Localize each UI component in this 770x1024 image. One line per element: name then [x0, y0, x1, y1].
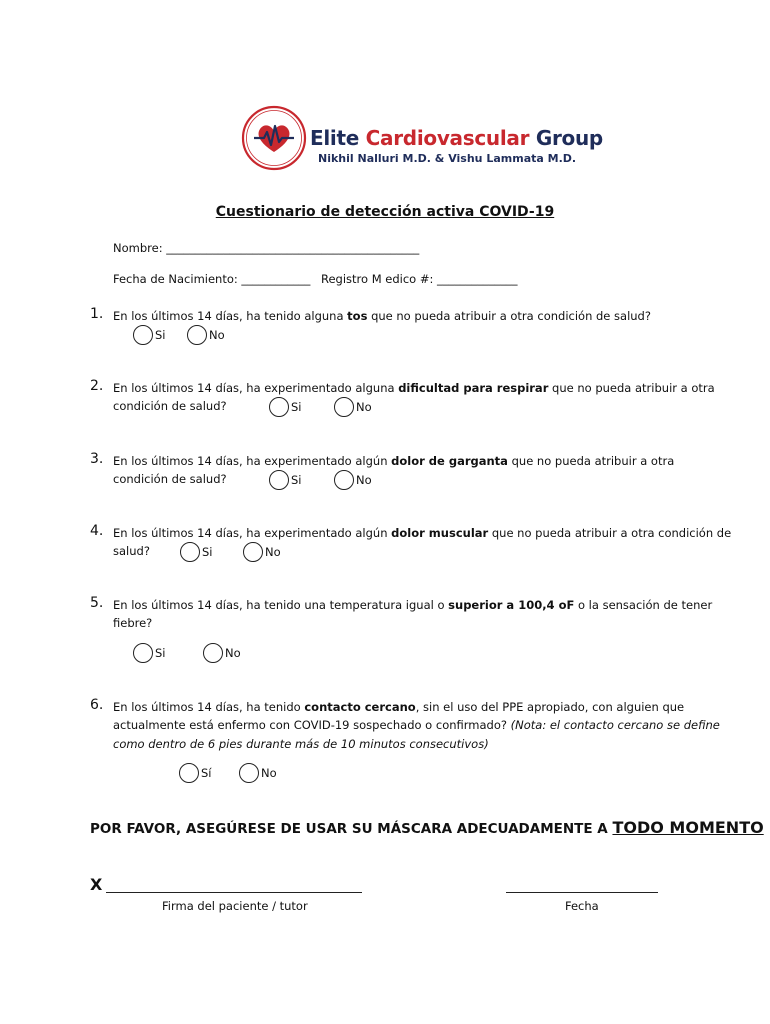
radio-circle-icon[interactable] — [187, 325, 207, 345]
question-number: 4. — [90, 523, 104, 539]
signature-x-mark: X — [90, 875, 103, 894]
practice-logo — [240, 104, 603, 174]
name-field[interactable]: Nombre: ____________________________________________ — [113, 241, 420, 255]
radio-circle-icon[interactable] — [269, 397, 289, 417]
radio-circle-icon[interactable] — [179, 763, 199, 783]
question-4-yes-option[interactable]: Si — [180, 541, 213, 563]
question-6-yes-option[interactable]: Sí — [179, 762, 212, 784]
question-number: 5. — [90, 595, 104, 611]
question-6-no-option[interactable]: No — [239, 762, 277, 784]
form-title: Cuestionario de detección activa COVID-19 — [215, 204, 555, 220]
radio-circle-icon[interactable] — [243, 542, 263, 562]
question-5-text: En los últimos 14 días, ha tenido una temperatura igual o superior a 100,4 oF o la sensación de tener — [113, 598, 713, 612]
radio-circle-icon[interactable] — [334, 397, 354, 417]
heart-logo-icon — [240, 104, 308, 174]
question-6-text: En los últimos 14 días, ha tenido contacto cercano, sin el uso del PPE apropiado, con alguien que — [113, 700, 685, 714]
question-2-no-option[interactable]: No — [334, 396, 372, 418]
radio-circle-icon[interactable] — [239, 763, 259, 783]
question-3-no-option[interactable]: No — [334, 469, 372, 491]
dob-field[interactable]: Fecha de Nacimiento: ____________ — [113, 272, 311, 286]
question-2-yes-option[interactable]: Si — [269, 396, 302, 418]
question-3-yes-option[interactable]: Si — [269, 469, 302, 491]
radio-circle-icon[interactable] — [180, 542, 200, 562]
question-5-yes-option[interactable]: Si — [133, 642, 166, 664]
patient-signature-caption: Firma del paciente / tutor — [162, 899, 308, 913]
patient-signature-line[interactable] — [106, 892, 362, 893]
radio-circle-icon[interactable] — [133, 325, 153, 345]
question-3-text-line2: condición de salud? — [113, 472, 227, 486]
question-number: 3. — [90, 451, 104, 467]
question-number: 1. — [90, 306, 104, 322]
question-6-note: como dentro de 6 pies durante más de 10 minutos consecutivos) — [113, 737, 489, 751]
question-5-text-line2: fiebre? — [113, 616, 153, 630]
radio-circle-icon[interactable] — [269, 470, 289, 490]
radio-circle-icon[interactable] — [334, 470, 354, 490]
question-2-text-line2: condición de salud? — [113, 399, 227, 413]
question-3-text: En los últimos 14 días, ha experimentado algún dolor de garganta que no pueda atribuir a otra — [113, 454, 675, 468]
question-number: 2. — [90, 378, 104, 394]
question-5-no-option[interactable]: No — [203, 642, 241, 664]
doctor-names: Nikhil Nalluri M.D. & Vishu Lammata M.D. — [318, 152, 577, 165]
radio-circle-icon[interactable] — [133, 643, 153, 663]
date-caption: Fecha — [565, 899, 599, 913]
mask-reminder-banner: POR FAVOR, ASEGÚRESE DE USAR SU MÁSCARA ADECUADAMENTE A TODO MOMENTO — [90, 818, 764, 837]
brand-name: Elite Cardiovascular Group — [310, 126, 603, 150]
question-1-no-option[interactable]: No — [187, 324, 225, 346]
question-6-text-line2: actualmente está enfermo con COVID-19 sospechado o confirmado? (Nota: el contacto cercano se define — [113, 718, 720, 732]
question-4-text-line2: salud? — [113, 544, 150, 558]
medical-record-field[interactable]: Registro M edico #: ______________ — [321, 272, 518, 286]
question-1-text: En los últimos 14 días, ha tenido alguna tos que no pueda atribuir a otra condición de salud? — [113, 309, 651, 323]
question-4-no-option[interactable]: No — [243, 541, 281, 563]
question-1-yes-option[interactable]: Si — [133, 324, 166, 346]
question-4-text: En los últimos 14 días, ha experimentado algún dolor muscular que no pueda atribuir a otra condición de — [113, 526, 732, 540]
radio-circle-icon[interactable] — [203, 643, 223, 663]
question-number: 6. — [90, 697, 104, 713]
question-2-text: En los últimos 14 días, ha experimentado alguna dificultad para respirar que no pueda atribuir a otra — [113, 381, 715, 395]
date-signature-line[interactable] — [506, 892, 658, 893]
